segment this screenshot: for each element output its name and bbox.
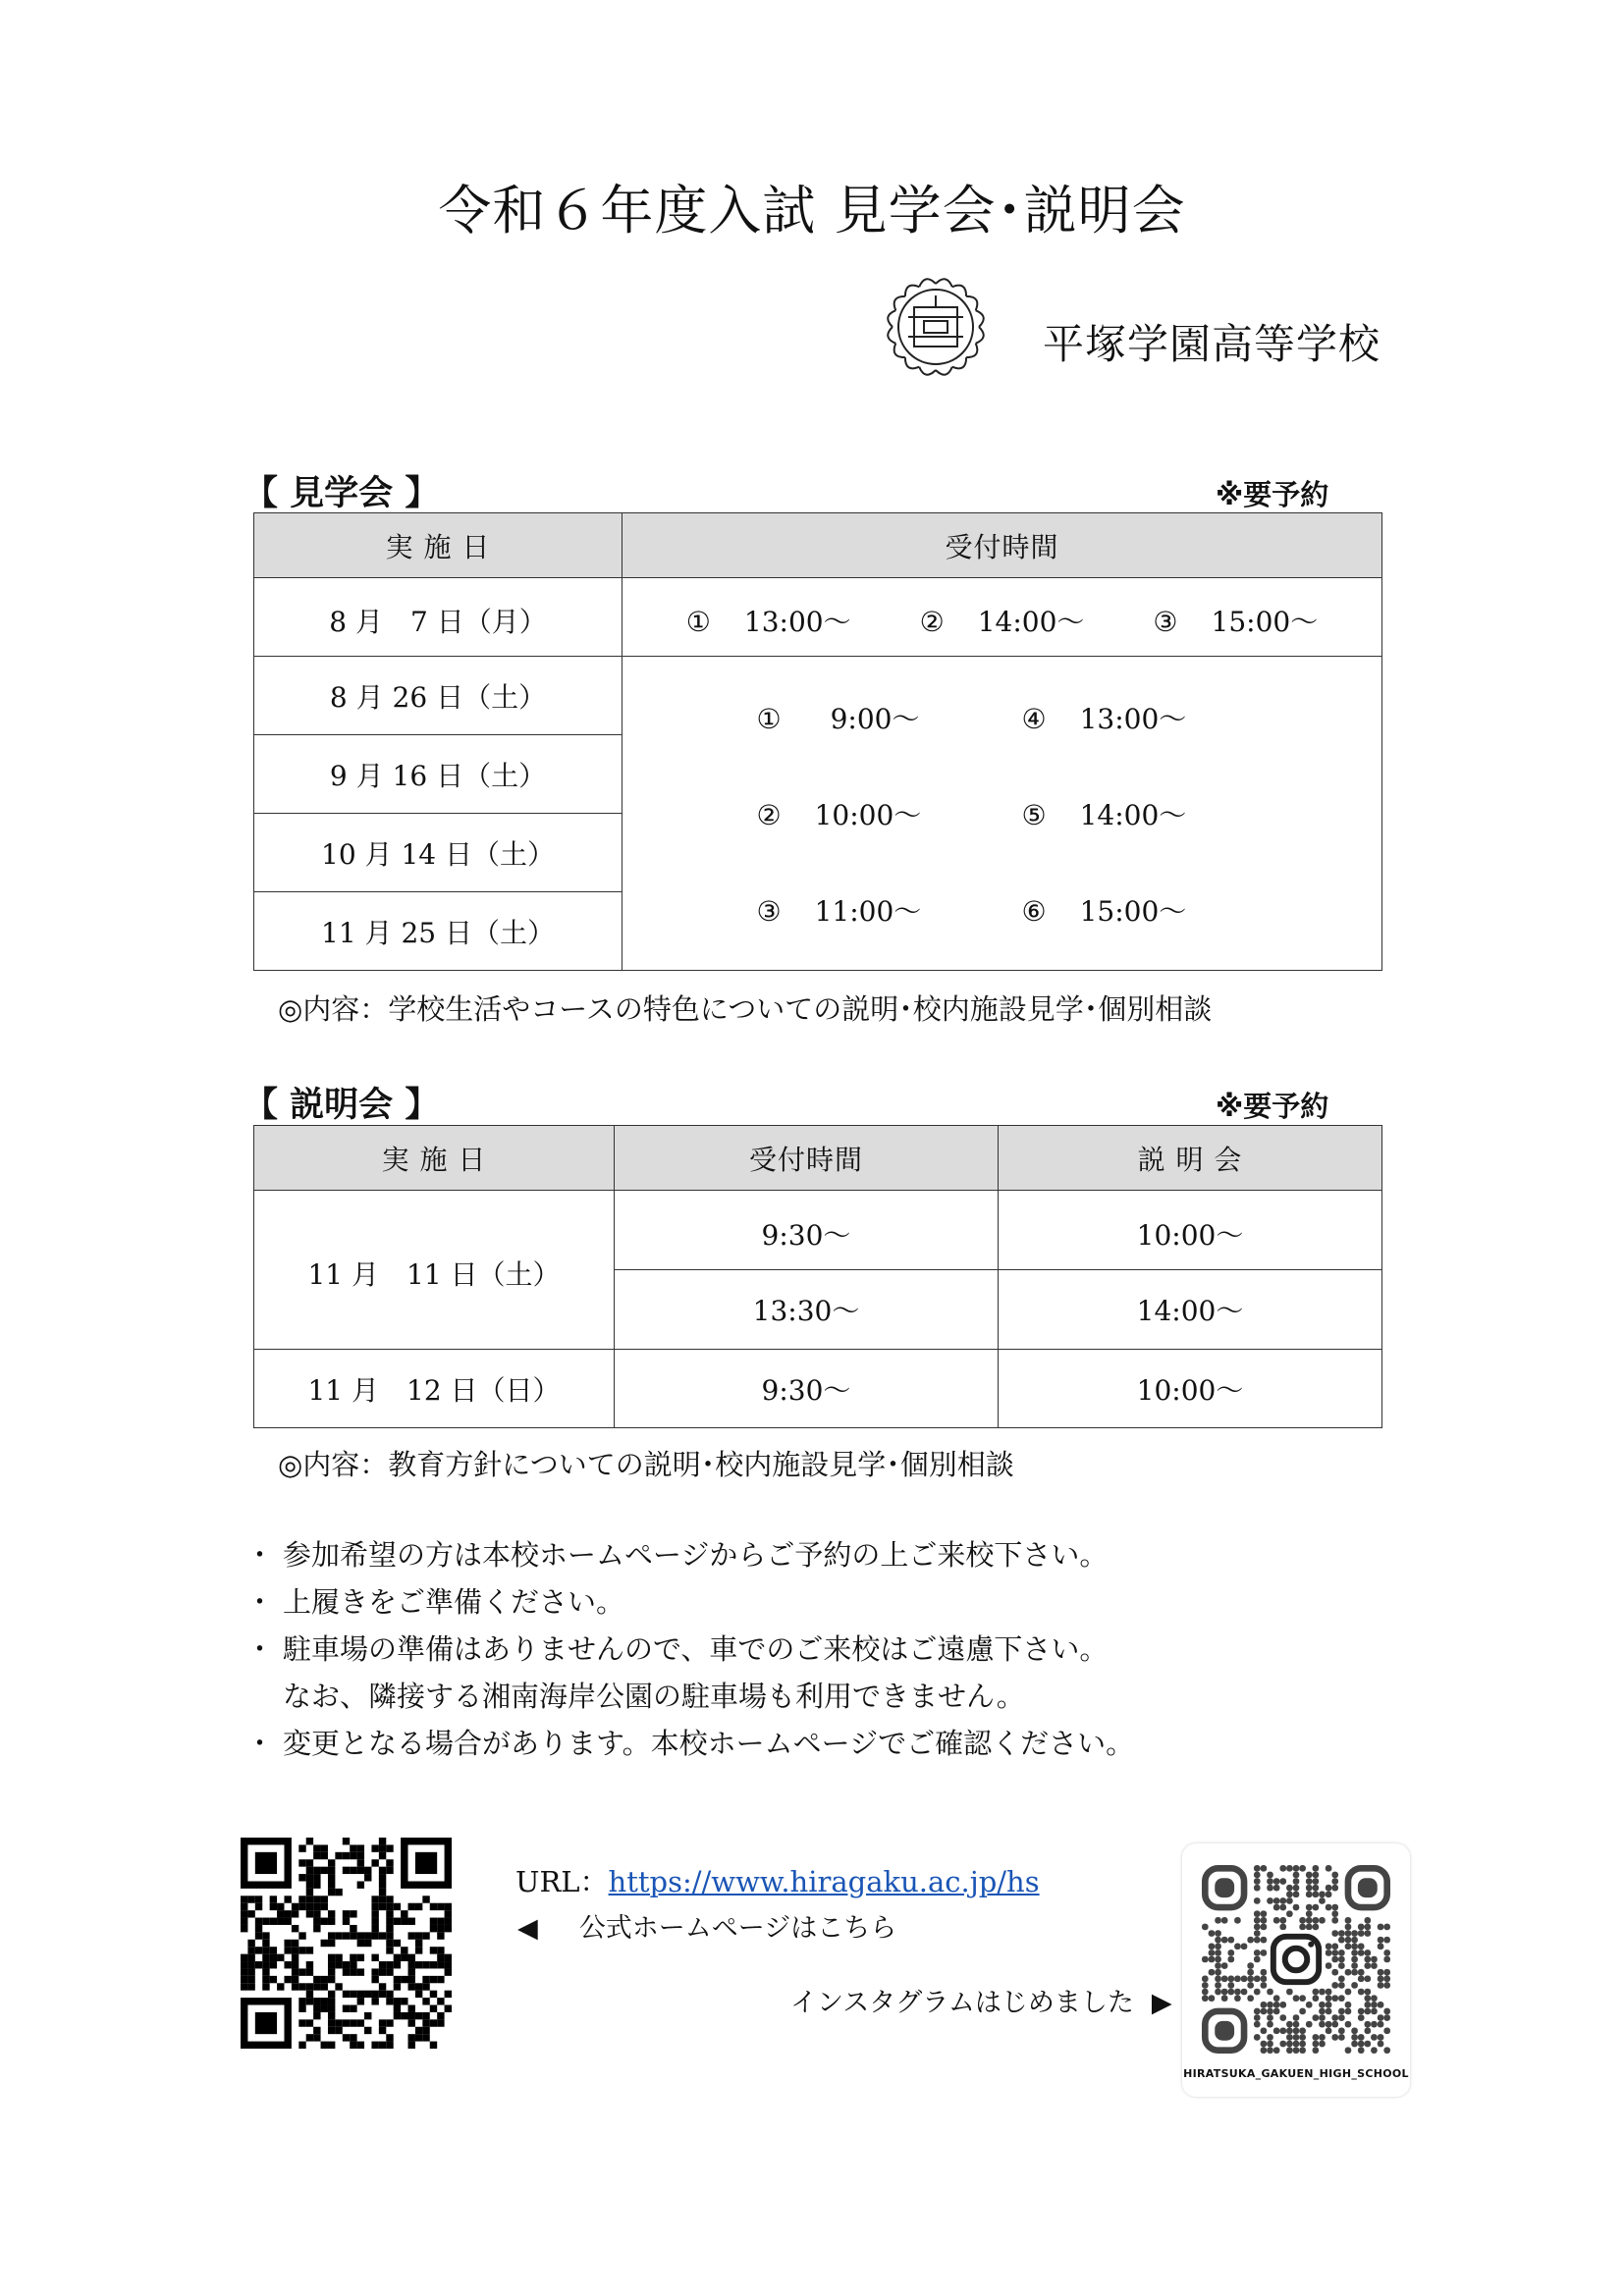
tour-content-note: ◎内容：学校生活やコースの特色についての説明･校内施設見学･個別相談 xyxy=(278,992,1213,1026)
briefing-table xyxy=(253,1125,1382,1428)
url-label: URL： xyxy=(515,1865,609,1898)
briefing-content-note: ◎内容：教育方針についての説明･校内施設見学･個別相談 xyxy=(278,1448,1014,1481)
homepage-qr-code-icon[interactable] xyxy=(241,1838,452,2049)
instagram-handle: HIRATSUKA_GAKUEN_HIGH_SCHOOL xyxy=(1183,2067,1409,2080)
briefing-session-cell: 10:00～ xyxy=(999,1199,1382,1270)
left-arrow-icon: ◀ xyxy=(517,1913,538,1944)
page-title: 令和６年度入試 見学会･説明会 xyxy=(438,180,1186,241)
tour-heading: 【 見学会 】 xyxy=(244,474,440,513)
briefing-time-cell: 9:30～ xyxy=(615,1199,999,1270)
tour-date-cell: 11 月 25 日（土） xyxy=(254,892,623,971)
tour-header-date: 実 施 日 xyxy=(254,513,623,578)
briefing-session-cell: 14:00～ xyxy=(999,1270,1382,1350)
tour-slot: ① 13:00～ xyxy=(685,606,851,639)
bullet-icon: ・ xyxy=(245,1727,275,1760)
briefing-time-cell: 13:30～ xyxy=(615,1270,999,1350)
school-emblem-logo xyxy=(877,268,995,386)
briefing-date-cell: 11 月 11 日（土） xyxy=(254,1199,615,1350)
bullet-icon: ・ xyxy=(245,1538,275,1572)
list-item: ・ 上履きをご準備ください。 xyxy=(245,1578,1134,1626)
list-item: ・ 変更となる場合があります。本校ホームページでご確認ください。 xyxy=(245,1720,1134,1767)
bullet-icon: ・ xyxy=(245,1632,275,1666)
tour-slot: ① 9:00～ xyxy=(756,702,920,735)
list-item: ・ 駐車場の準備はありませんので、車でのご来校はご遠慮下さい。 xyxy=(245,1626,1134,1673)
tour-date-cell: 10 月 14 日（土） xyxy=(254,814,623,892)
briefing-heading: 【 説明会 】 xyxy=(244,1086,440,1125)
briefing-session-cell: 10:00～ xyxy=(999,1350,1382,1428)
briefing-header-time: 受付時間 xyxy=(615,1126,999,1191)
instagram-qr-code-icon xyxy=(1202,1865,1390,2054)
tour-slot: ③ 11:00～ xyxy=(756,894,922,928)
list-item: ・ 参加希望の方は本校ホームページからご予約の上ご来校下さい。 xyxy=(245,1531,1134,1578)
list-item: なお、隣接する湘南海岸公園の駐車場も利用できません。 xyxy=(283,1680,1025,1713)
tour-slot: ④ 13:00～ xyxy=(1021,702,1187,735)
bullet-icon: ・ xyxy=(245,1585,275,1619)
tour-slot: ② 10:00～ xyxy=(756,798,922,831)
briefing-header-date: 実 施 日 xyxy=(254,1126,615,1191)
briefing-header-session: 説 明 会 xyxy=(999,1126,1382,1191)
instagram-qr-card[interactable] xyxy=(1182,1843,1410,2097)
tour-slot: ② 14:00～ xyxy=(919,606,1085,639)
tour-first-slots xyxy=(623,586,1382,657)
briefing-date-cell: 11 月 12 日（日） xyxy=(254,1350,615,1428)
homepage-caption: 公式ホームページはこちら xyxy=(578,1913,897,1944)
tour-date-cell: 8 月 26 日（土） xyxy=(254,657,623,735)
tour-header-time: 受付時間 xyxy=(623,513,1382,578)
tour-reservation-note: ※要予約 xyxy=(1216,478,1329,511)
tour-slot: ⑤ 14:00～ xyxy=(1021,798,1187,831)
tour-shared-slots xyxy=(623,657,1382,971)
briefing-reservation-note: ※要予約 xyxy=(1216,1090,1329,1123)
tour-slot: ③ 15:00～ xyxy=(1153,606,1319,639)
tour-table xyxy=(253,512,1382,971)
tour-slot: ⑥ 15:00～ xyxy=(1021,894,1187,928)
tour-date-cell: 9 月 16 日（土） xyxy=(254,735,623,814)
briefing-time-cell: 9:30～ xyxy=(615,1350,999,1428)
right-arrow-icon: ▶ xyxy=(1151,1988,1172,2018)
instagram-caption: インスタグラムはじめました xyxy=(790,1988,1134,2018)
school-name: 平塚学園高等学校 xyxy=(1043,320,1381,368)
notes-list xyxy=(245,1531,1134,1767)
tour-date-cell: 8 月 7 日（月） xyxy=(254,586,623,657)
homepage-url-link[interactable]: https://www.hiragaku.ac.jp/hs xyxy=(608,1865,1040,1898)
